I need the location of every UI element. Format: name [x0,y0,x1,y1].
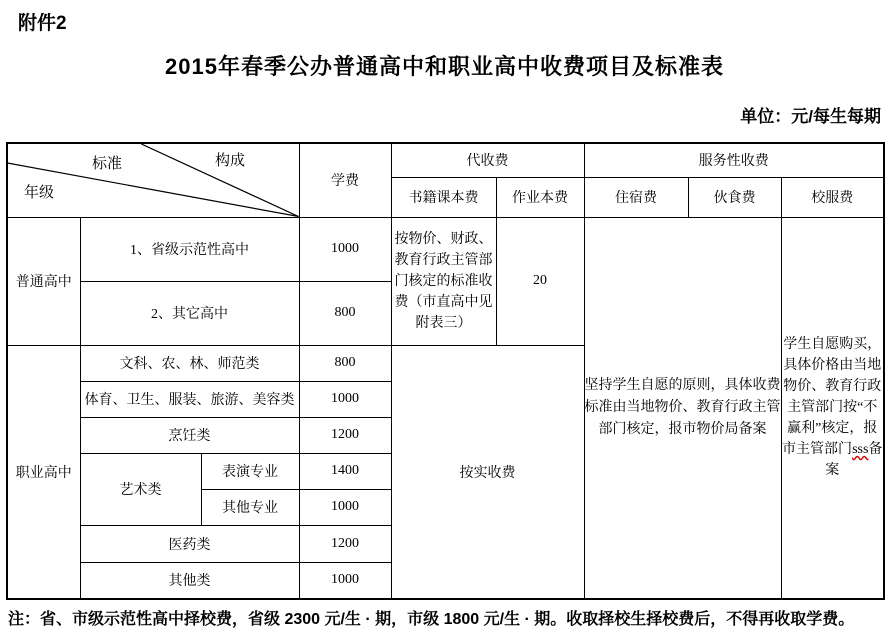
subcategory-cell: 其他专业 [201,489,299,525]
textbook-fee-regular-note: 按物价、财政、教育行政主管部门核定的标准收费（市直高中见附表三） [391,217,496,345]
uniform-note-text: 学生自愿购买，具体价格由当地物价、教育行政主管部门按“不赢利”核定，报市主管部门 [782,337,882,458]
uniform-note-suffix: 备案 [825,442,883,479]
tuition-value: 800 [299,281,391,345]
fee-table [6,142,885,600]
group-vocational: 职业高中 [7,345,80,599]
category-cell: 烹饪类 [80,417,299,453]
header-meals: 伙食费 [688,177,781,217]
lodging-meals-note: 坚持学生自愿的原则，具体收费标准由当地物价、教育行政主管部门核定，报市物价局备案 [584,217,781,599]
actual-fee-note: 按实收费 [391,345,584,599]
footer-note: 注：省、市级示范性高中择校费，省级 2300 元/生 · 期，市级 1800 元/生 · 期。收取择校生择校费后，不得再收取学费。 [8,611,855,628]
header-collected: 代收费 [391,143,584,177]
header-uniform: 校服费 [781,177,884,217]
category-cell: 体育、卫生、服装、旅游、美容类 [80,381,299,417]
header-workbook: 作业本费 [496,177,584,217]
diagonal-lines-graphic [8,144,299,217]
corner-header-cell [7,143,299,217]
category-cell: 1、省级示范性高中 [80,217,299,281]
corner-label-composition: 构成 [215,153,246,169]
tuition-value: 1200 [299,525,391,562]
header-lodging: 住宿费 [584,177,688,217]
header-tuition: 学费 [299,143,391,217]
uniform-note [781,217,884,599]
unit-label: 单位：元/每生每期 [740,107,881,126]
header-textbook: 书籍课本费 [391,177,496,217]
corner-label-grade: 年级 [24,185,55,201]
workbook-fee-regular: 20 [496,217,584,345]
misspelled-word: sss [852,442,869,458]
category-cell: 2、其它高中 [80,281,299,345]
tuition-value: 1000 [299,489,391,525]
corner-label-standard: 标准 [92,156,123,172]
tuition-value: 1200 [299,417,391,453]
category-cell: 医药类 [80,525,299,562]
category-cell: 文科、农、林、师范类 [80,345,299,381]
group-regular: 普通高中 [7,217,80,345]
category-cell-arts: 艺术类 [80,453,201,525]
tuition-value: 1000 [299,381,391,417]
subcategory-cell: 表演专业 [201,453,299,489]
header-service: 服务性收费 [584,143,884,177]
category-cell: 其他类 [80,562,299,599]
tuition-value: 1000 [299,217,391,281]
page-title: 2015年春季公办普通高中和职业高中收费项目及标准表 [165,54,724,79]
tuition-value: 1000 [299,562,391,599]
tuition-value: 1400 [299,453,391,489]
tuition-value: 800 [299,345,391,381]
attachment-label: 附件2 [18,13,67,34]
